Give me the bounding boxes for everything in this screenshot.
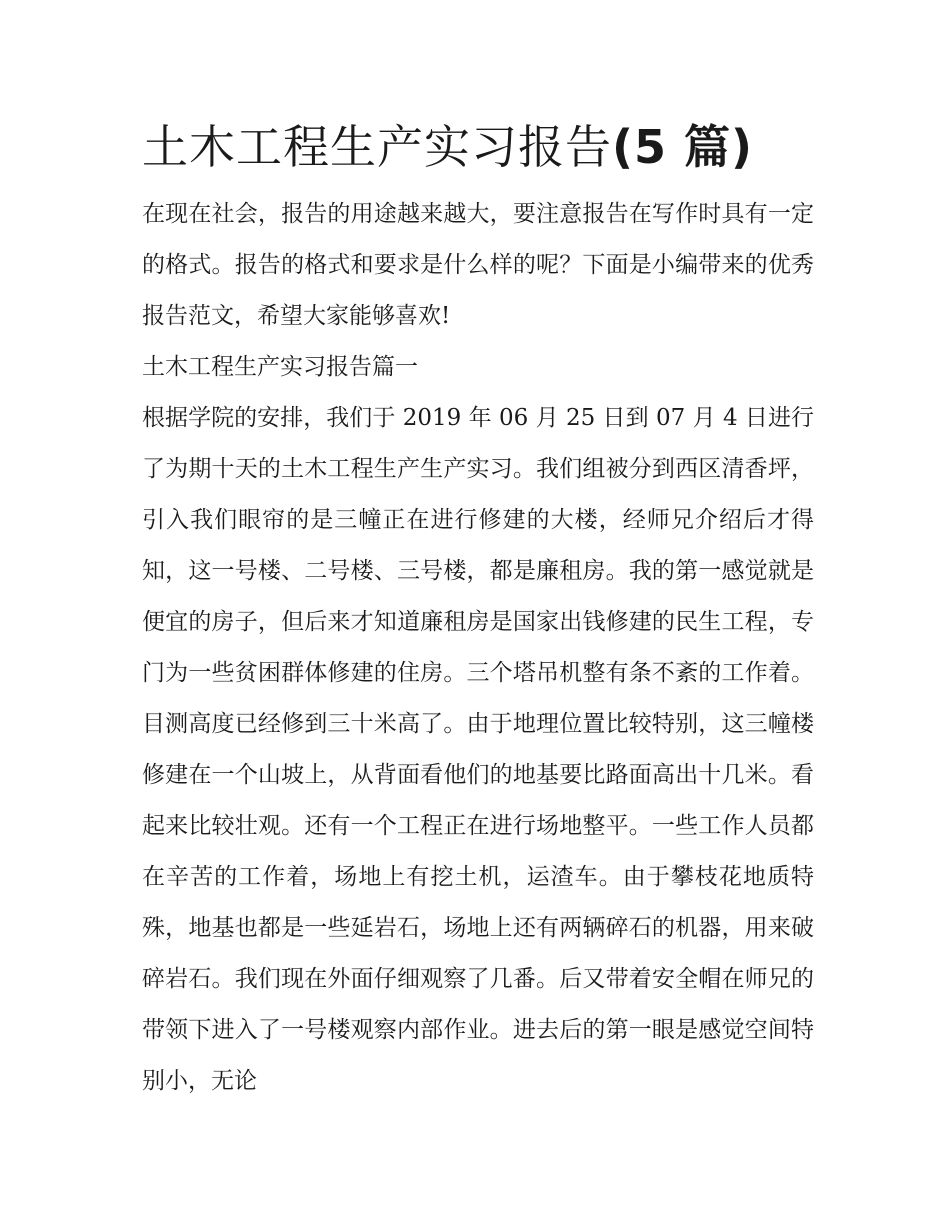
document-page xyxy=(142,115,814,1107)
document-title-main: 土木工程生产实习报告 xyxy=(142,120,612,174)
document-title-suffix: (5 篇) xyxy=(612,120,754,174)
section-heading: 土木工程生产实习报告篇一 xyxy=(142,354,418,380)
document-title xyxy=(142,115,814,179)
intro-paragraph: 在现在社会，报告的用途越来越大，要注意报告在写作时具有一定的格式。报告的格式和要求是什么样的呢？下面是小编带来的优秀报告范文，希望大家能够喜欢! xyxy=(142,201,814,329)
body-paragraph: 根据学院的安排，我们于 2019 年 06 月 25 日到 07 月 4 日进行了为期十天的土木工程生产生产实习。我们组被分到西区清香坪，引入我们眼帘的是三幢正在进行修建的大楼，经师兄介绍后才得知，这一号楼、二号楼、三号楼，都是廉租房。我的第一感觉就是便宜的房子，但后来才知道廉租房是国家出钱修建的民生工程，专门为一些贫困群体修建的住房。三个塔吊机整有条不紊的工作着。目测高度已经修到三十米高了。由于地理位置比较特别，这三幢楼修建在一个山坡上，从背面看他们的地基要比路面高出十几米。看起来比较壮观。还有一个工程正在进行场地整平。一些工作人员都在辛苦的工作着，场地上有挖土机，运渣车。由于攀枝花地质特殊，地基也都是一些延岩石，场地上还有两辆碎石的机器，用来破碎岩石。我们现在外面仔细观察了几番。后又带着安全帽在师兄的带领下进入了一号楼观察内部作业。进去后的第一眼是感觉空间特别小，无论 xyxy=(142,405,814,1094)
